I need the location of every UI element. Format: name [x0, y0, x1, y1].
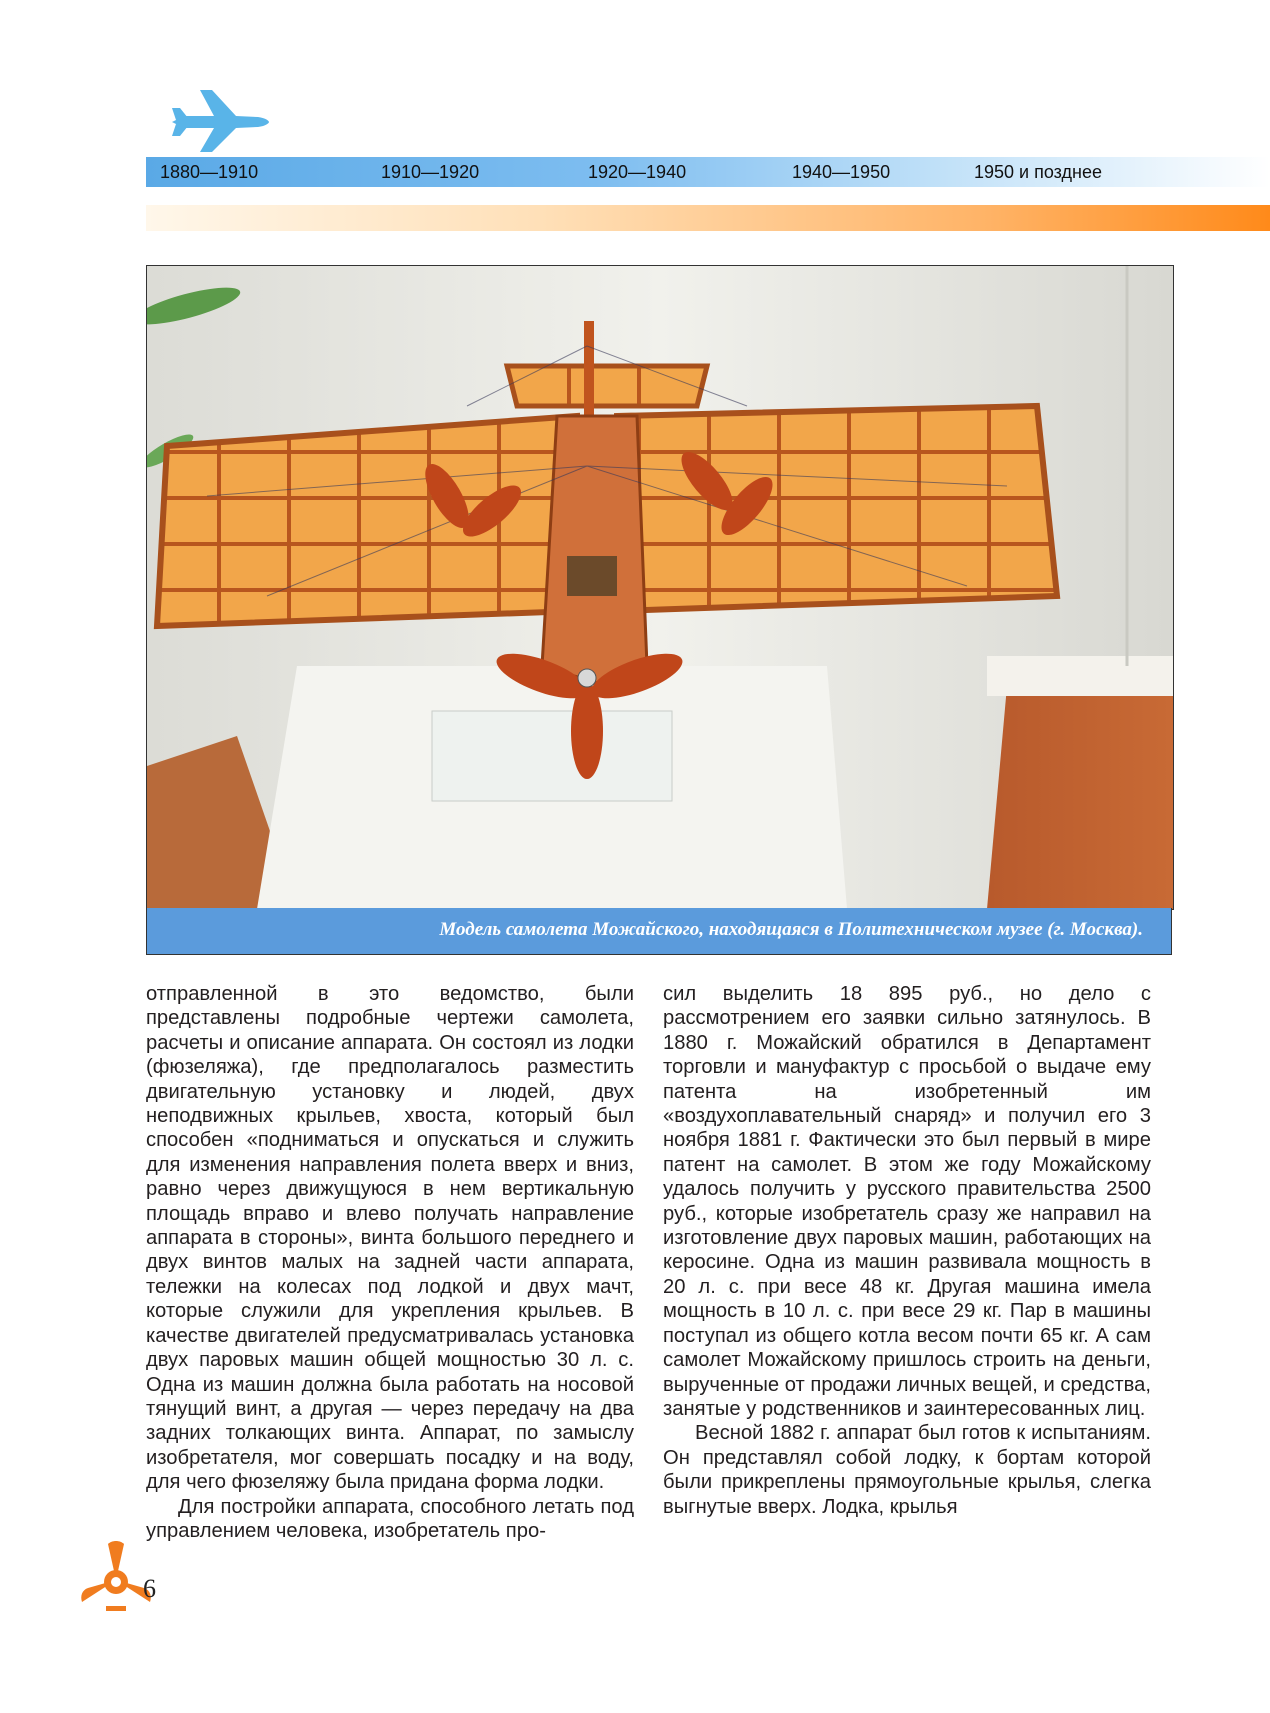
text-column-left — [146, 982, 634, 1543]
page-number: 6 — [143, 1574, 156, 1603]
jet-airplane-icon — [170, 86, 270, 156]
timeline-period-1950-later: 1950 и позднее — [974, 162, 1102, 182]
paragraph: Весной 1882 г. аппарат был готов к испытаниям. Он представлял собой лодку, к бортам которой были прикреплены прямоугольные крылья, слегка выгнутые вверх. Лодка, крылья — [663, 1422, 1151, 1518]
paragraph: Для постройки аппарата, способного летать под управлением человека, изобретатель про- — [146, 1495, 634, 1542]
timeline-period-1940-1950: 1940—1950 — [792, 162, 891, 182]
timeline-period-1910-1920: 1910—1920 — [381, 162, 480, 182]
timeline-period-1920-1940: 1920—1940 — [588, 162, 687, 182]
timeline-period-1880-1910: 1880—1910 — [160, 162, 259, 182]
photo-caption — [146, 908, 1172, 955]
paragraph: отправленной в это ведомство, были представлены подробные чертежи самолета, расчеты и описание аппарата. Он состоял из лодки (фюзеляжа), где предполагалось разместить двигательную установку и людей, двух неподвижных крыльев, хвоста, который был способен «подниматься и опускаться и служить для изменения направления полета вверх и вниз, равно через движущуюся в нем вертикальную площадь вправо и влево получать направление аппарата в стороны», винта большого переднего и двух винтов малых на задней части аппарата, тележки на колесах под лодкой и двух мачт, которые служили для укрепления крыльев. В качестве двигателей предусматривалась установка двух паровых машин общей мощностью 30 л. с. Одна из машин должна была работать на носовой тянущий винт, а другая — через передачу на два задних толкающих винта. Аппарат, по замыслу изобретателя, мог совершать посадку и на воду, для чего фюзеляжу была придана форма лодки. — [146, 983, 634, 1494]
paragraph: сил выделить 18 895 руб., но дело с рассмотрением его заявки сильно затянулось. В 1880 г. Можайский обратился в Департамент торговли и мануфактур с просьбой о выдаче ему патента на изобретенный им «воздухоплавательный снаряд» и получил его 3 ноября 1881 г. Фактически это был первый в мире патент на самолет. В этом же году Можайскому удалось получить у русского правительства 2500 руб., которые изобретатель сразу же направил на изготовление двух паровых машин, работающих на керосине. Одна из машин развивала мощность в 20 л. с. при весе 48 кг. Другая машина имела мощность в 10 л. с. при весе 29 кг. Пар в машины поступал из общего котла весом почти 65 кг. А сам самолет Можайскому пришлось строить на деньги, вырученные от продажи личных вещей, и средства, занятые у родственников и заинтересованных лиц. — [663, 983, 1151, 1420]
photo-caption-text: Модель самолета Можайского, находящаяся в Политехническом музее (г. Москва). — [439, 919, 1143, 940]
text-column-right — [663, 982, 1151, 1519]
orange-divider-bar — [146, 205, 1270, 231]
aircraft-model-photo — [146, 265, 1174, 910]
timeline-bar — [146, 157, 1270, 187]
